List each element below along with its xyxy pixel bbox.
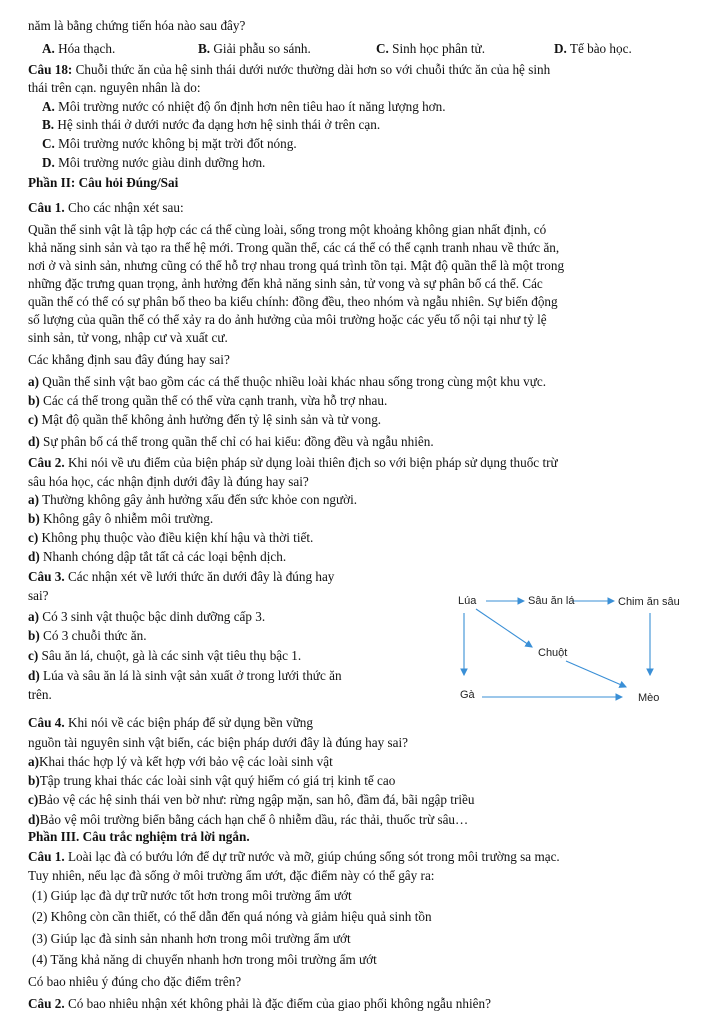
item-letter: a) bbox=[28, 609, 39, 624]
q17-option-c bbox=[376, 41, 485, 57]
option-text: Hệ sinh thái ở dưới nước đa dạng hơn hệ sinh thái ở trên cạn. bbox=[57, 117, 381, 132]
p2-c2-item-a bbox=[28, 492, 708, 508]
node-lua: Lúa bbox=[458, 595, 477, 607]
item-text: Bảo vệ các hệ sinh thái ven bờ như: rừng ngập mặn, san hô, đầm đá, bãi ngập triều bbox=[38, 792, 475, 807]
p3-c1-item-1: (1) Giúp lạc đà dự trữ nước tốt hơn trong môi trường ẩm ướt bbox=[32, 888, 352, 903]
p2-c2-item-b bbox=[28, 511, 708, 527]
p3-c1-item-3: (3) Giúp lạc đà sinh sản nhanh hơn trong môi trường ẩm ướt bbox=[32, 931, 351, 946]
item-letter: d) bbox=[28, 549, 40, 564]
item-letter: b) bbox=[28, 511, 40, 526]
p2-c1-item-c bbox=[28, 412, 708, 428]
p2-c3-item-d-cont: trên. bbox=[28, 687, 52, 702]
item-letter: c) bbox=[28, 412, 39, 427]
p2-c1-para-line: số lượng của quần thể có thể xảy ra do ảnh hưởng của môi trường hoặc các yếu tố nội tại như tỷ lệ bbox=[28, 312, 547, 327]
q18-stem-line-1 bbox=[28, 62, 708, 78]
p2-c3-stem-line-2: sai? bbox=[28, 588, 49, 603]
option-text: Hóa thạch. bbox=[58, 41, 116, 56]
question-label: Câu 3. bbox=[28, 569, 65, 584]
p2-c2-item-d bbox=[28, 549, 708, 565]
food-web-diagram bbox=[440, 591, 716, 711]
p2-c1-para-line: nơi ở và sinh sản, nhưng cũng có thể hỗ trợ nhau trong quá trình tồn tại. Mật độ quần thể là một trong bbox=[28, 258, 565, 273]
question-text: Loài lạc đà có bướu lớn để dự trữ nước và mỡ, giúp chúng sống sót trong môi trường sa mạc. bbox=[67, 849, 560, 864]
q18-option-a bbox=[42, 99, 708, 115]
p3-c1-stem-line-2: Tuy nhiên, nếu lạc đà sống ở môi trường ẩm ướt, đặc điểm này có thể gây ra: bbox=[28, 868, 435, 883]
p2-c1-item-a bbox=[28, 374, 708, 390]
question-label: Câu 2. bbox=[28, 455, 65, 470]
p2-c1-para-line: Quần thể sinh vật là tập hợp các cá thể cùng loài, sống trong một khoảng không gian nhất định, có bbox=[28, 222, 547, 237]
item-text: Quần thể sinh vật bao gồm các cá thể thuộc nhiều loài khác nhau sống trong cùng một khu vực. bbox=[42, 374, 547, 389]
p3-c1-stem-line-1 bbox=[28, 849, 708, 865]
option-text: Môi trường nước không bị mặt trời đốt nóng. bbox=[58, 136, 297, 151]
question-label: Câu 18: bbox=[28, 62, 73, 77]
arrow-chuot-meo bbox=[566, 661, 626, 687]
item-text: Sự phân bố cá thể trong quần thể chỉ có hai kiểu: đồng đều và ngẫu nhiên. bbox=[43, 434, 434, 449]
p2-c1-para-line: sinh sản, tử vong, nhập cư và xuất cư. bbox=[28, 330, 228, 345]
q17-option-d bbox=[554, 41, 632, 57]
node-meo: Mèo bbox=[638, 692, 660, 704]
item-letter: b) bbox=[28, 393, 40, 408]
item-letter: b) bbox=[28, 773, 40, 788]
p2-c1-para-line: khả năng sinh sản và tạo ra thế hệ mới. Trong quần thể, các cá thể có thể cạnh tranh nhau về thức ăn, bbox=[28, 240, 560, 255]
question-text: Khi nói về ưu điểm của biện pháp sử dụng loài thiên địch so với biện pháp sử dụng thuốc trừ bbox=[67, 455, 558, 470]
item-text: Các cá thể trong quần thể có thể vừa cạnh tranh, vừa hỗ trợ nhau. bbox=[43, 393, 388, 408]
option-letter: A. bbox=[42, 99, 55, 114]
p2-c4-item-c bbox=[28, 792, 708, 808]
option-text: Sinh học phân tử. bbox=[392, 41, 485, 56]
option-letter: D. bbox=[554, 41, 567, 56]
p2-c2-item-c bbox=[28, 530, 708, 546]
p2-c3-stem-line-1 bbox=[28, 569, 708, 585]
p2-c1-ask: Các khẳng định sau đây đúng hay sai? bbox=[28, 352, 230, 367]
part2-title: Phần II: Câu hỏi Đúng/Sai bbox=[28, 175, 179, 190]
q17-stem-end: năm là bằng chứng tiến hóa nào sau đây? bbox=[28, 18, 246, 33]
question-text: Các nhận xét về lưới thức ăn dưới đây là đúng hay bbox=[67, 569, 335, 584]
question-text: Chuỗi thức ăn của hệ sinh thái dưới nước thường dài hơn so với chuỗi thức ăn của hệ sinh bbox=[75, 62, 551, 77]
q18-stem-line-2: thái trên cạn. nguyên nhân là do: bbox=[28, 80, 201, 95]
item-text: Nhanh chóng dập tắt tất cả các loại bệnh dịch. bbox=[43, 549, 287, 564]
item-letter: c) bbox=[28, 530, 39, 545]
arrow-lua-chuot bbox=[476, 609, 532, 647]
p2-c1-item-b bbox=[28, 393, 708, 409]
q18-option-c bbox=[42, 136, 708, 152]
question-text: Có bao nhiêu nhận xét không phải là đặc điểm của giao phối không ngẫu nhiên? bbox=[67, 996, 491, 1011]
item-letter: a) bbox=[28, 492, 39, 507]
node-sau-an-la: Sâu ăn lá bbox=[528, 595, 575, 607]
p2-c4-item-d bbox=[28, 812, 708, 828]
option-text: Môi trường nước giàu dinh dưỡng hơn. bbox=[58, 155, 266, 170]
item-letter: c) bbox=[28, 648, 39, 663]
p2-c4-stem-line-2: nguồn tài nguyên sinh vật biển, các biện pháp dưới đây là đúng hay sai? bbox=[28, 735, 408, 750]
item-letter: b) bbox=[28, 628, 40, 643]
p3-c1-item-2: (2) Không còn cần thiết, có thể dẫn đến quá nóng và giảm hiệu quả sinh tồn bbox=[32, 909, 432, 924]
option-letter: C. bbox=[42, 136, 55, 151]
option-letter: B. bbox=[42, 117, 55, 132]
item-text: Thường không gây ảnh hưởng xấu đến sức khỏe con người. bbox=[42, 492, 358, 507]
question-label: Câu 1. bbox=[28, 849, 65, 864]
item-letter: d) bbox=[28, 434, 40, 449]
p2-c4-stem-line-1 bbox=[28, 715, 708, 731]
p2-c2-stem-line-2: sâu hóa học, các nhận định dưới đây là đúng hay sai? bbox=[28, 474, 309, 489]
item-text: Tập trung khai thác các loài sinh vật quý hiếm có giá trị kinh tế cao bbox=[39, 773, 396, 788]
node-ga: Gà bbox=[460, 689, 475, 701]
question-label: Câu 4. bbox=[28, 715, 65, 730]
option-text: Môi trường nước có nhiệt độ ổn định hơn nên tiêu hao ít năng lượng hơn. bbox=[58, 99, 446, 114]
question-label: Câu 1. bbox=[28, 200, 65, 215]
question-label: Câu 2. bbox=[28, 996, 65, 1011]
item-text: Không gây ô nhiễm môi trường. bbox=[43, 511, 214, 526]
p2-c1-item-d bbox=[28, 434, 708, 450]
option-text: Giải phẫu so sánh. bbox=[213, 41, 311, 56]
question-text: Khi nói về các biện pháp để sử dụng bền vững bbox=[67, 715, 313, 730]
p2-c1-para-line: quần thể có thể có sự phân bố theo ba kiểu chính: đồng đều, theo nhóm và ngẫu nhiên. Sự biến động bbox=[28, 294, 558, 309]
p3-c1-ask: Có bao nhiêu ý đúng cho đặc điểm trên? bbox=[28, 974, 242, 989]
item-text: Khai thác hợp lý và kết hợp với bảo vệ các loài sinh vật bbox=[39, 754, 333, 769]
item-text: Có 3 chuỗi thức ăn. bbox=[43, 628, 147, 643]
option-letter: C. bbox=[376, 41, 389, 56]
p2-c1-para-line: những đặc trưng quan trọng, ảnh hưởng đến khả năng sinh sản, tử vong và sự phân bố cá thể. Các bbox=[28, 276, 543, 291]
item-letter: d) bbox=[28, 668, 40, 683]
node-chuot: Chuột bbox=[538, 647, 568, 659]
item-letter: a) bbox=[28, 374, 39, 389]
item-text: Có 3 sinh vật thuộc bậc dinh dưỡng cấp 3. bbox=[42, 609, 266, 624]
item-letter: a) bbox=[28, 754, 39, 769]
item-text: Lúa và sâu ăn lá là sinh vật sản xuất ở trong lưới thức ăn bbox=[43, 668, 342, 683]
q18-option-b bbox=[42, 117, 708, 133]
item-text: Bảo vệ môi trường biển bằng cách hạn chế ô nhiễm dầu, rác thải, thuốc trừ sâu… bbox=[39, 812, 469, 827]
q18-option-d bbox=[42, 155, 708, 171]
p3-c2-stem bbox=[28, 996, 708, 1012]
option-text: Tế bào học. bbox=[569, 41, 632, 56]
node-chim-an-sau: Chim ăn sâu bbox=[618, 596, 680, 608]
item-text: Không phụ thuộc vào điều kiện khí hậu và thời tiết. bbox=[41, 530, 314, 545]
part3-title: Phần III. Câu trắc nghiệm trả lời ngắn. bbox=[28, 829, 250, 844]
item-letter: c) bbox=[28, 792, 39, 807]
q17-option-a bbox=[42, 41, 115, 57]
p2-c4-item-b bbox=[28, 773, 708, 789]
item-letter: d) bbox=[28, 812, 40, 827]
option-letter: D. bbox=[42, 155, 55, 170]
item-text: Sâu ăn lá, chuột, gà là các sinh vật tiêu thụ bậc 1. bbox=[41, 648, 302, 663]
option-letter: A. bbox=[42, 41, 55, 56]
p2-c2-stem-line-1 bbox=[28, 455, 708, 471]
p2-c4-item-a bbox=[28, 754, 708, 770]
question-text: Cho các nhận xét sau: bbox=[67, 200, 184, 215]
p2-c1-intro bbox=[28, 200, 708, 216]
q17-option-b bbox=[198, 41, 311, 57]
item-text: Mật độ quần thể không ảnh hưởng đến tỷ lệ sinh sản và tử vong. bbox=[41, 412, 382, 427]
p3-c1-item-4: (4) Tăng khả năng di chuyển nhanh hơn trong môi trường ẩm ướt bbox=[32, 952, 377, 967]
option-letter: B. bbox=[198, 41, 211, 56]
